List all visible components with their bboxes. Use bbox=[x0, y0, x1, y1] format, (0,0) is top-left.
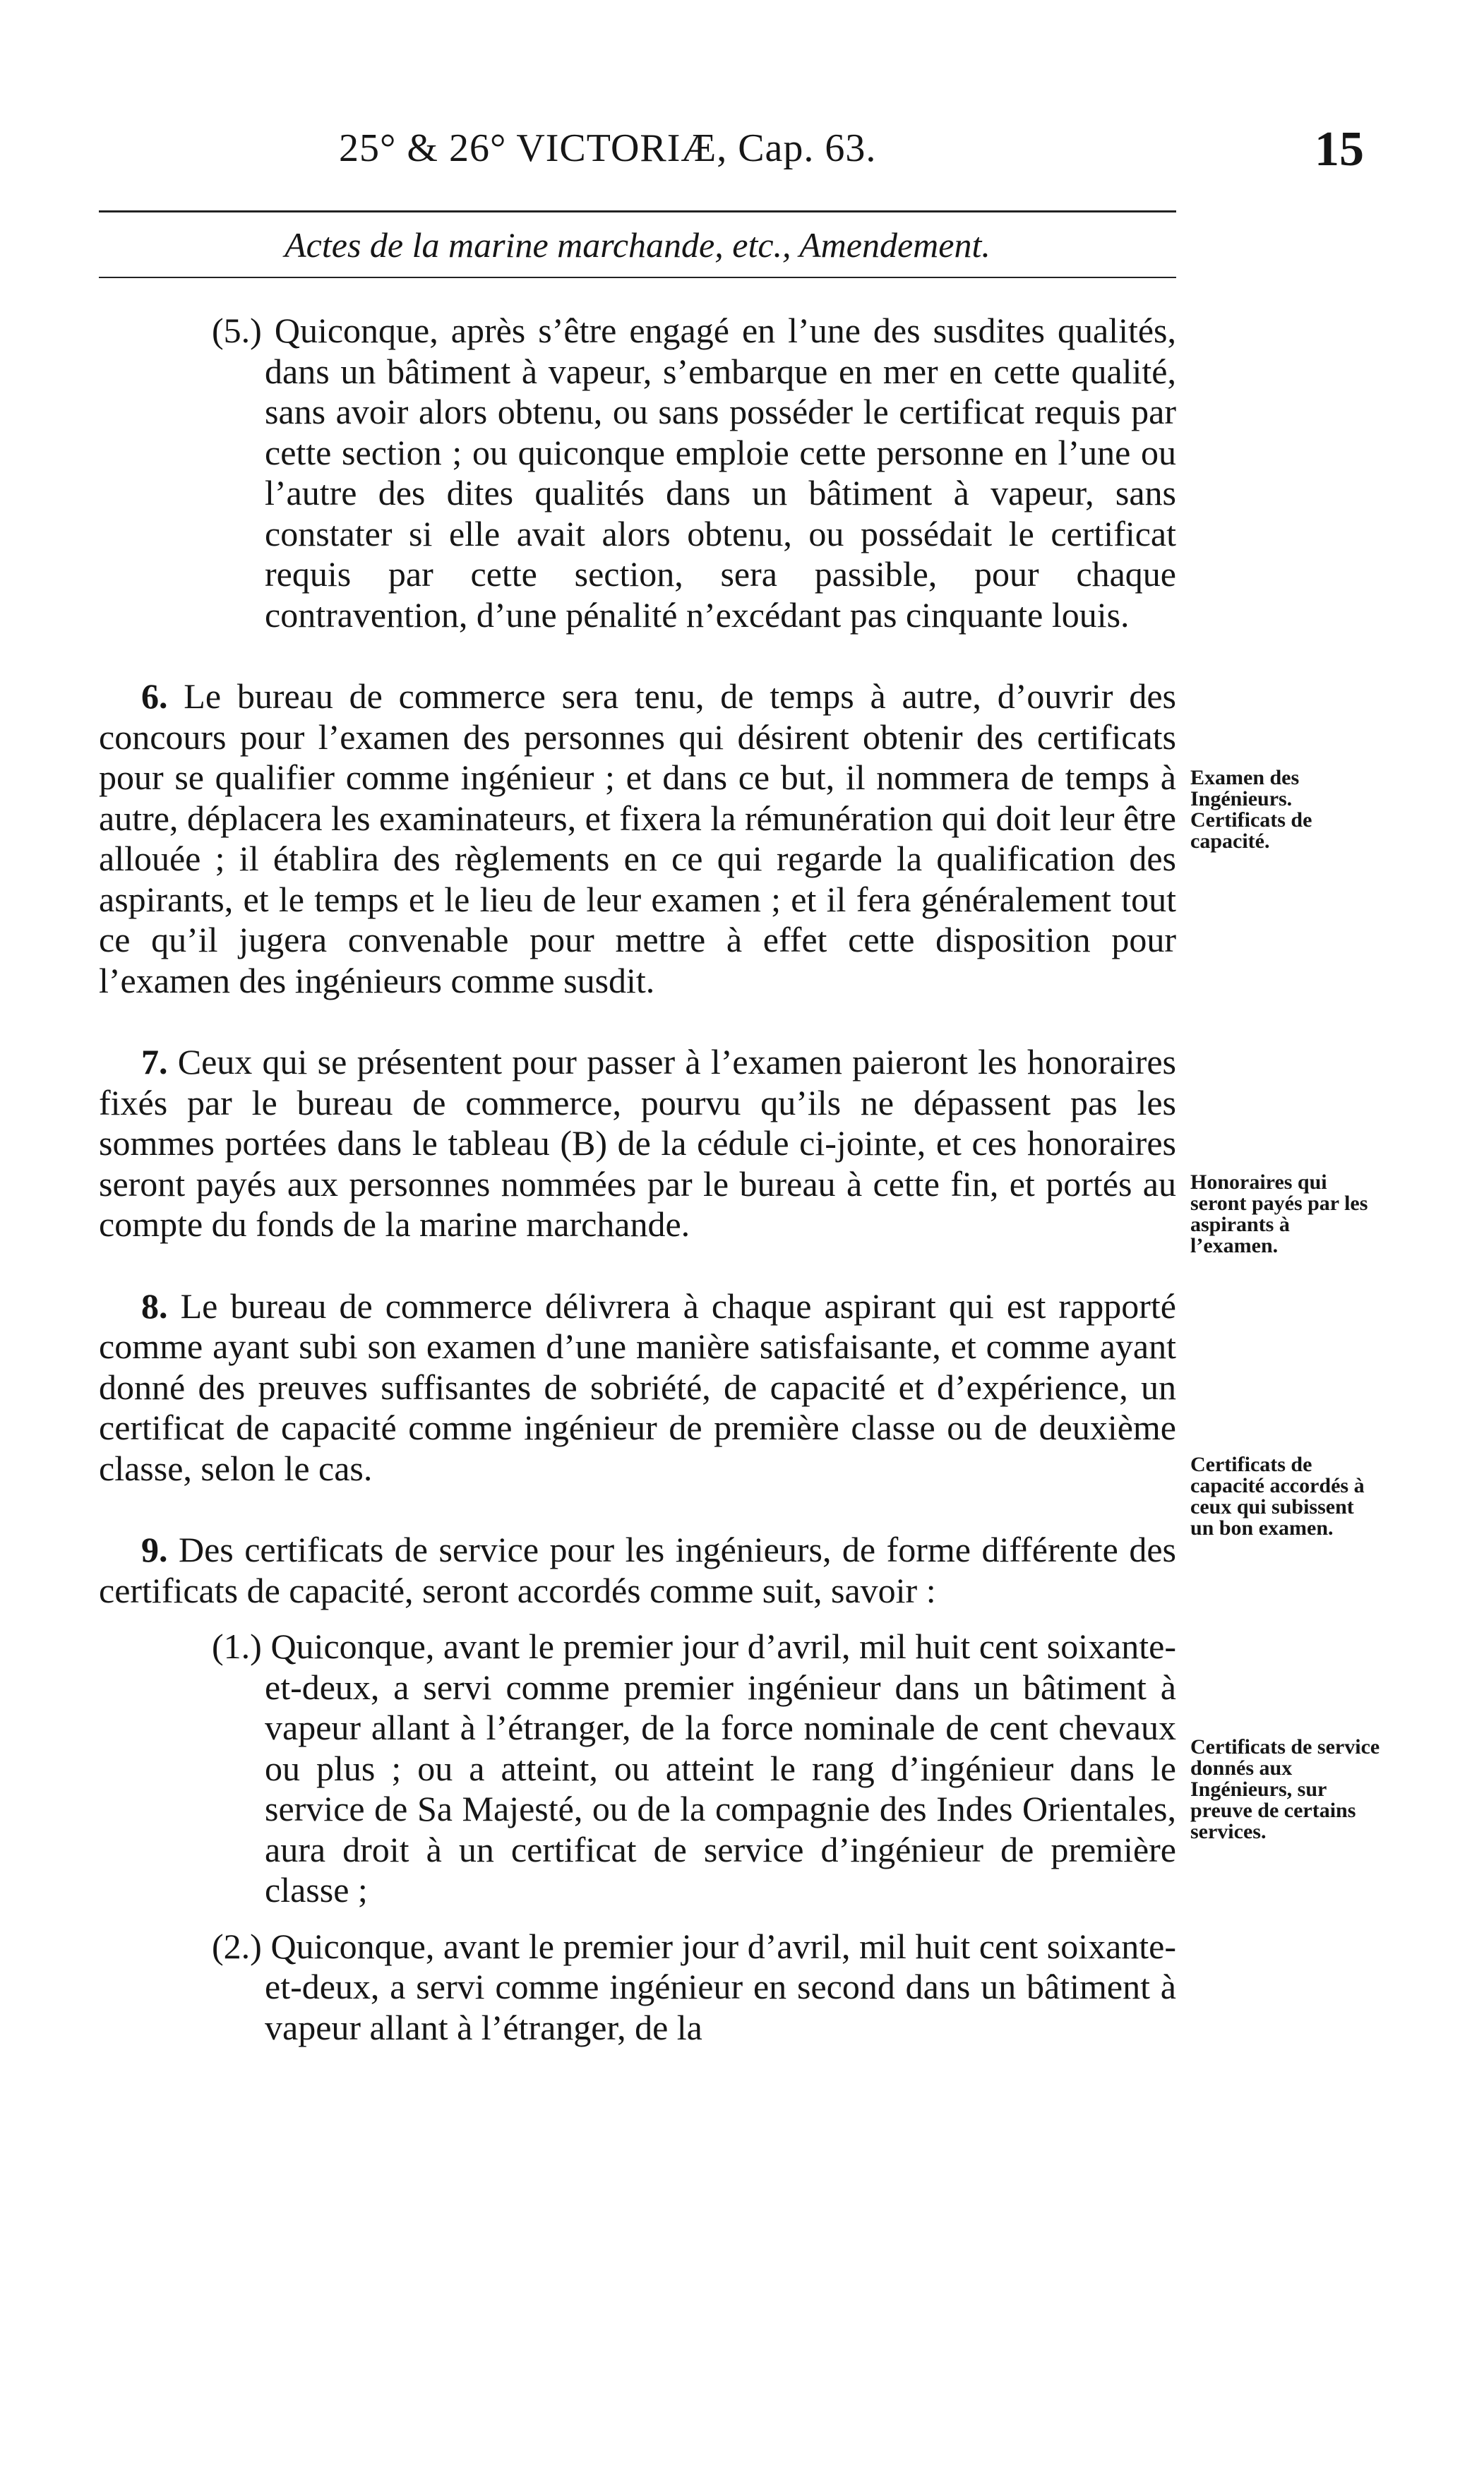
section-8 bbox=[99, 1286, 1176, 1490]
running-head bbox=[0, 122, 1484, 182]
section-6 bbox=[99, 676, 1176, 1001]
section-6-label: 6. bbox=[141, 676, 168, 716]
section-5-label: (5.) bbox=[212, 311, 262, 350]
section-5 bbox=[99, 311, 1176, 635]
section-9-1 bbox=[99, 1627, 1176, 1911]
section-9-2-label: (2.) bbox=[212, 1926, 262, 1966]
section-9-2 bbox=[99, 1927, 1176, 2049]
section-9-1-label: (1.) bbox=[212, 1627, 262, 1666]
section-7-label: 7. bbox=[141, 1042, 168, 1082]
page-subtitle: Actes de la marine marchande, etc., Amendement. bbox=[285, 225, 991, 265]
section-9-text: Des certificats de service pour les ingénieurs, de forme différente des certificats de capacité, seront accordés comme suit, savoir : bbox=[99, 1530, 1176, 1610]
section-7 bbox=[99, 1042, 1176, 1245]
section-5-text: Quiconque, après s’être engagé en l’une des susdites qualités, dans un bâtiment à vapeur, s’embarque en mer en cette qualité, sans avoir alors obtenu, ou sans posséder le certificat requis par cette section ; ou quiconque emploie cette personne en l’une ou l’autre des dites qualités dans un bâtiment à vapeur, sans constater si elle avait alors obtenu, ou possédait le certificat requis par cette section, sera passible, pour chaque contravention, d’une pénalité n’excédant pas cinquante louis. bbox=[265, 311, 1177, 635]
section-8-label: 8. bbox=[141, 1286, 168, 1326]
section-7-text: Ceux qui se présentent pour passer à l’examen paieront les honoraires fixés par le bureau de commerce, pourvu qu’ils ne dépassent pas les sommes portées dans le tableau (B) de la cédule ci-jointe, et ces honoraires seront payés aux personnes nommées par le bureau à cette fin, et portés au compte du fonds de la marine marchande. bbox=[99, 1042, 1176, 1244]
header-rule-top bbox=[99, 210, 1176, 212]
margin-note-9: Certificats de service donnés aux Ingénieurs, sur preuve de certains services. bbox=[1190, 1735, 1380, 1843]
margin-note-7: Honoraires qui seront payés par les aspirants à l’examen. bbox=[1190, 1170, 1368, 1257]
margin-note-8: Certificats de capacité accordés à ceux qui subissent un bon examen. bbox=[1190, 1453, 1365, 1540]
running-title: 25° & 26° VICTORIÆ, Cap. 63. bbox=[339, 126, 877, 170]
section-8-text: Le bureau de commerce délivrera à chaque aspirant qui est rapporté comme ayant subi son examen d’une manière satisfaisante, et comme ayant donné des preuves suffisantes de sobriété, de capacité et d’expérience, un certificat de capacité comme ingénieur de première classe ou de deuxième classe, selon le cas. bbox=[99, 1286, 1176, 1488]
body-text bbox=[99, 311, 1176, 2048]
section-9-label: 9. bbox=[141, 1530, 168, 1569]
section-9 bbox=[99, 1530, 1176, 1611]
page-number: 15 bbox=[1315, 122, 1364, 176]
section-9-2-text: Quiconque, avant le premier jour d’avril, mil huit cent soixante-et-deux, a servi comme ingénieur en second dans un bâtiment à vapeur allant à l’étranger, de la bbox=[265, 1926, 1177, 2047]
header-rule-bottom bbox=[99, 277, 1176, 278]
section-6-text: Le bureau de commerce sera tenu, de temps à autre, d’ouvrir des concours pour l’examen des personnes qui désirent obtenir des certificats pour se qualifier comme ingénieur ; et dans ce but, il nommera de temps à autre, déplacera les examinateurs, et fixera la rémunération qui doit leur être allouée ; il établira des règlements en ce qui regarde la qualification des aspirants, et le temps et le lieu de leur examen ; et il fera généralement tout ce qu’il jugera convenable pour mettre à effet cette disposition pour l’examen des ingénieurs comme susdit. bbox=[99, 676, 1176, 1000]
section-9-1-text: Quiconque, avant le premier jour d’avril, mil huit cent soixante-et-deux, a servi comme premier ingénieur dans un bâtiment à vapeur allant à l’étranger, de la force nominale de cent chevaux ou plus ; ou a atteint, ou atteint le rang d’ingénieur dans le service de Sa Majesté, ou de la compagnie des Indes Orientales, aura droit à un certificat de service d’ingénieur de première classe ; bbox=[265, 1627, 1177, 1910]
margin-note-6: Examen des Ingénieurs. Certificats de capacité. bbox=[1190, 766, 1312, 853]
